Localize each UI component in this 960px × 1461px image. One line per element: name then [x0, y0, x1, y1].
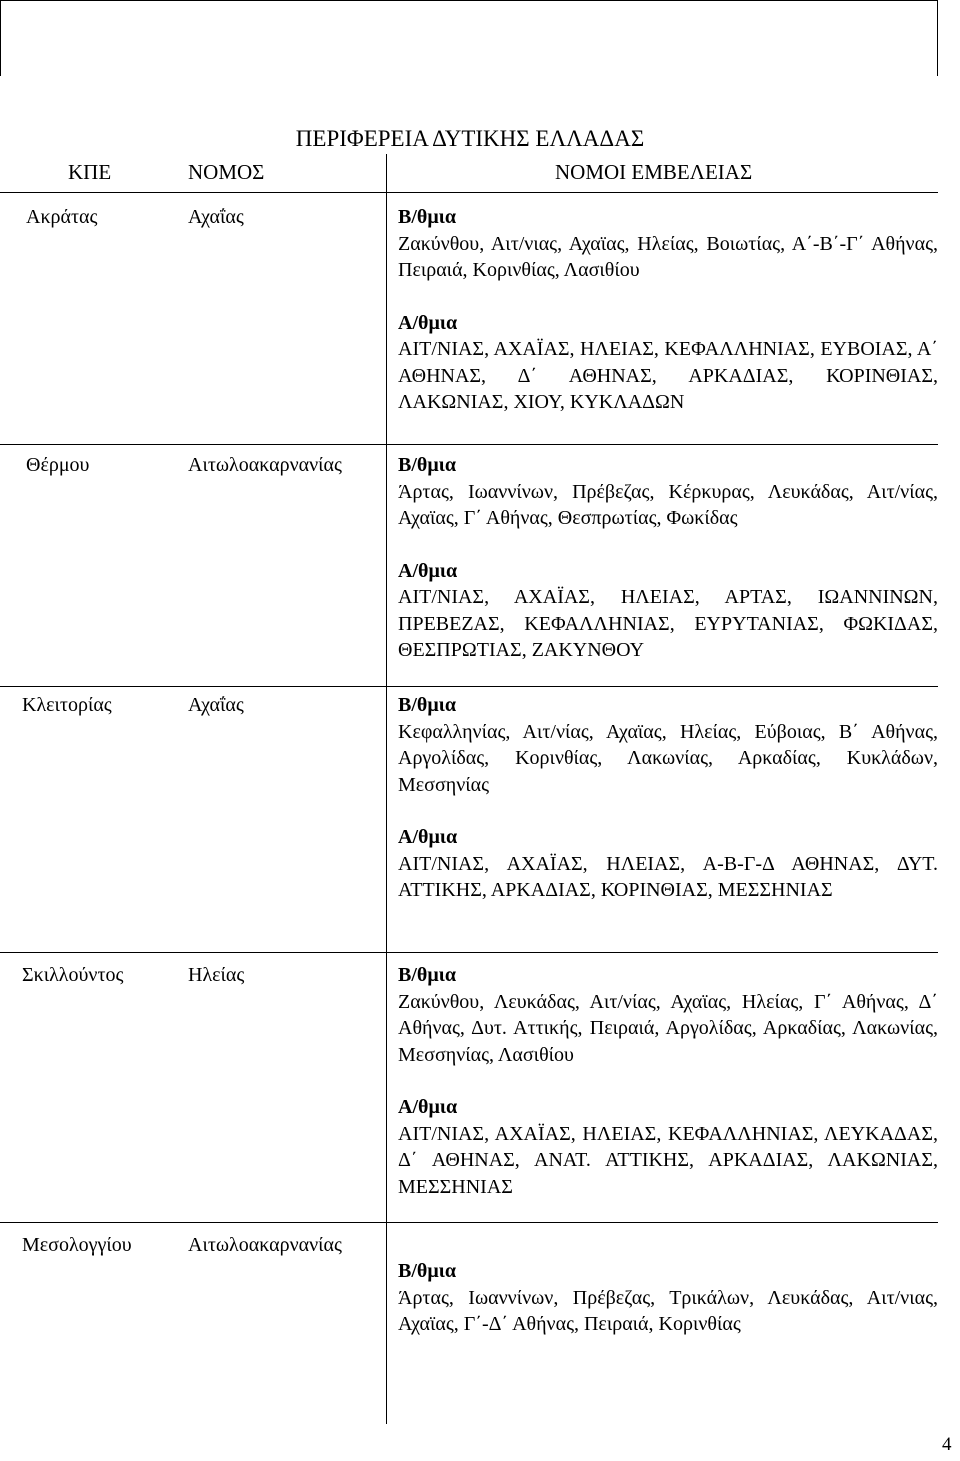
header-emveleia: ΝΟΜΟΙ ΕΜΒΕΛΕΙΑΣ	[555, 160, 753, 184]
a-level-label: Α/θμια	[398, 559, 458, 582]
row-rule	[0, 1222, 938, 1223]
b-level-label: Β/θμια	[398, 1260, 457, 1282]
emveleia-cell	[398, 692, 938, 904]
row-rule	[0, 686, 938, 687]
b-level-label: Β/θμια	[398, 964, 457, 986]
column-divider	[386, 154, 387, 1424]
nomos-cell: Αιτωλοακαρνανίας	[188, 1234, 342, 1256]
a-level-label: Α/θμια	[398, 1096, 458, 1118]
nomos-cell: Ηλείας	[188, 964, 245, 986]
nomos-cell: Αχαΐας	[188, 694, 244, 716]
kpe-cell: Σκιλλούντος	[22, 964, 124, 986]
page-number: 4	[942, 1434, 952, 1455]
b-level-text: Άρτας, Ιωαννίνων, Πρέβεζας, Τρικάλων, Λευκάδας, Αιτ/νιας, Αχαϊας, Γ΄-Δ΄ Αθήνας, Πειραιά, Κορινθίας	[398, 1286, 938, 1335]
a-level-text: ΑΙΤ/ΝΙΑΣ, ΑΧΑΪΑΣ, ΗΛΕΙΑΣ, ΑΡΤΑΣ, ΙΩΑΝΝΙΝΩΝ, ΠΡΕΒΕΖΑΣ, ΚΕΦΑΛΛΗΝΙΑΣ, ΕΥΡΥΤΑΝΙΑΣ, ΦΩΚΙΔΑΣ, ΘΕΣΠΡΩΤΙΑΣ, ΖΑΚΥΝΘΟΥ	[398, 586, 938, 661]
emveleia-cell	[398, 204, 938, 416]
a-level-text: ΑΙΤ/ΝΙΑΣ, ΑΧΑΪΑΣ, ΗΛΕΙΑΣ, ΚΕΦΑΛΛΗΝΙΑΣ, ΛΕΥΚΑΔΑΣ, Δ΄ ΑΘΗΝΑΣ, ΑΝΑΤ. ΑΤΤΙΚΗΣ, ΑΡΚΑΔΙΑΣ, ΛΑΚΩΝΙΑΣ, ΜΕΣΣΗΝΙΑΣ	[398, 1122, 938, 1198]
b-level-text: Ζακύνθου, Λευκάδας, Αιτ/νίας, Αχαϊας, Ηλείας, Γ΄ Αθήνας, Δ΄ Αθήνας, Δυτ. Αττικής, Πειραιά, Αργολίδας, Αρκαδίας, Λακωνίας, Μεσσηνίας, Λασιθίου	[398, 990, 938, 1066]
kpe-cell: Θέρμου	[26, 454, 90, 476]
emveleia-cell	[398, 452, 938, 664]
a-level-label: Α/θμια	[398, 826, 458, 848]
kpe-cell: Ακράτας	[26, 206, 98, 228]
row-rule	[0, 952, 938, 953]
b-level-text: Άρτας, Ιωαννίνων, Πρέβεζας, Κέρκυρας, Λευκάδας, Αιτ/νίας, Αχαϊας, Γ΄ Αθήνας, Θεσπρωτίας, Φωκίδας	[398, 480, 938, 529]
b-level-label: Β/θμια	[398, 694, 457, 716]
b-level-text: Ζακύνθου, Αιτ/νιας, Αχαϊας, Ηλείας, Βοιωτίας, Α΄-Β΄-Γ΄ Αθήνας, Πειραιά, Κορινθίας, Λασιθίου	[398, 232, 938, 281]
nomos-cell: Αχαΐας	[188, 206, 244, 228]
b-level-label: Β/θμια	[398, 454, 457, 476]
emveleia-cell	[398, 962, 938, 1200]
row-rule	[0, 444, 938, 445]
b-level-label: Β/θμια	[398, 206, 457, 228]
page-title: ΠΕΡΙΦΕΡΕΙΑ ΔΥΤΙΚΗΣ ΕΛΛΑΔΑΣ	[295, 126, 645, 151]
nomos-cell: Αιτωλοακαρνανίας	[188, 454, 342, 476]
emveleia-cell	[398, 1258, 938, 1338]
page-frame-left	[0, 0, 1, 76]
header-kpe: ΚΠΕ	[68, 160, 112, 184]
header-nomos: ΝΟΜΟΣ	[188, 160, 265, 184]
a-level-label: Α/θμια	[398, 311, 458, 334]
page-frame-right	[937, 0, 938, 76]
header-rule	[0, 192, 938, 193]
a-level-text: ΑΙΤ/ΝΙΑΣ, ΑΧΑΪΑΣ, ΗΛΕΙΑΣ, Α-Β-Γ-Δ ΑΘΗΝΑΣ, ΔΥΤ. ΑΤΤΙΚΗΣ, ΑΡΚΑΔΙΑΣ, ΚΟΡΙΝΘΙΑΣ, ΜΕΣΣΗΝΙΑΣ	[398, 852, 938, 901]
kpe-cell: Μεσολογγίου	[22, 1234, 132, 1256]
page-frame-top	[0, 0, 938, 1]
kpe-cell: Κλειτορίας	[22, 694, 112, 716]
a-level-text: ΑΙΤ/ΝΙΑΣ, ΑΧΑΪΑΣ, ΗΛΕΙΑΣ, ΚΕΦΑΛΛΗΝΙΑΣ, ΕΥΒΟΙΑΣ, Α΄ ΑΘΗΝΑΣ, Δ΄ ΑΘΗΝΑΣ, ΑΡΚΑΔΙΑΣ, ΚΟΡΙΝΘΙΑΣ, ΛΑΚΩΝΙΑΣ, ΧΙΟΥ, ΚΥΚΛΑΔΩΝ	[398, 338, 938, 413]
b-level-text: Κεφαλληνίας, Αιτ/νίας, Αχαϊας, Ηλείας, Εύβοιας, Β΄ Αθήνας, Αργολίδας, Κορινθίας, Λακωνίας, Αρκαδίας, Κυκλάδων, Μεσσηνίας	[398, 720, 938, 796]
